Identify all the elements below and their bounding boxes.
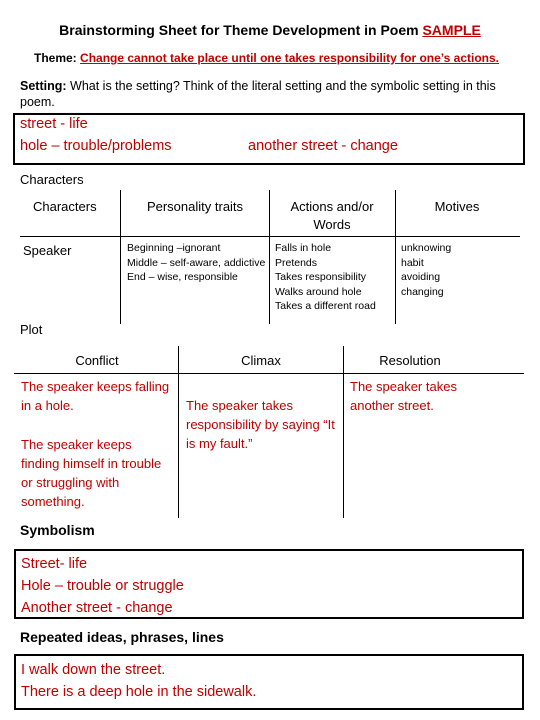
header-traits: Personality traits [146, 199, 244, 214]
header-motives: Motives [434, 199, 480, 214]
symbolism-line: Another street - change [21, 600, 173, 616]
symbolism-label: Symbolism [20, 522, 95, 538]
climax-text: The speaker takes responsibility by saying “It is my fault.” [186, 398, 335, 451]
theme-label: Theme: [34, 51, 77, 65]
trait-item: Beginning –ignorant [127, 242, 221, 254]
setting-line-1: street - life [20, 116, 88, 132]
action-item: Falls in hole [275, 242, 332, 254]
action-item: Walks around hole [275, 285, 362, 298]
setting-line-3: another street - change [248, 138, 398, 154]
motive-item: changing [401, 285, 444, 298]
motive-item: unknowing [401, 242, 452, 254]
trait-item: Middle – self-aware, addictive [127, 256, 266, 269]
resolution-text: The speaker takes another street. [350, 379, 457, 413]
plot-section-label: Plot [20, 322, 43, 337]
motive-item: habit [401, 256, 424, 269]
character-name: Speaker [23, 243, 72, 258]
plot-header-rule [14, 373, 524, 374]
setting-label: Setting: [20, 79, 67, 93]
setting-question: What is the setting? Think of the literal setting and the symbolic setting in this poem. [20, 79, 496, 109]
symbolism-line: Street- life [21, 556, 88, 572]
header-resolution: Resolution [379, 353, 441, 368]
setting-line-2: hole – trouble/problems [20, 138, 172, 154]
repeated-line: I walk down the street. [21, 662, 166, 678]
repeated-label: Repeated ideas, phrases, lines [20, 629, 224, 645]
motive-item: avoiding [401, 271, 441, 283]
conflict-text-2: The speaker keeps finding himself in trouble or struggling with something. [21, 437, 162, 509]
header-climax: Climax [241, 353, 281, 368]
repeated-box [14, 654, 524, 710]
header-characters: Characters [33, 199, 97, 214]
characters-section-label: Characters [20, 172, 84, 187]
symbolism-box [14, 549, 524, 619]
theme-value: Change cannot take place until one takes responsibility for one’s actions. [80, 51, 500, 65]
trait-item: End – wise, responsible [127, 271, 238, 283]
plot-divider-1 [178, 346, 179, 518]
action-item: Takes responsibility [275, 271, 367, 283]
conflict-text-1: The speaker keeps falling in a hole. [21, 379, 170, 413]
sample-tag: SAMPLE [422, 22, 481, 38]
action-item: Takes a different road [275, 300, 376, 312]
action-item: Pretends [275, 256, 318, 269]
title-text: Brainstorming Sheet for Theme Development in Poem [59, 22, 419, 38]
repeated-line: There is a deep hole in the sidewalk. [21, 684, 257, 700]
symbolism-line: Hole – trouble or struggle [21, 578, 184, 594]
header-actions: Actions and/or Words [290, 199, 374, 232]
header-conflict: Conflict [75, 353, 119, 368]
